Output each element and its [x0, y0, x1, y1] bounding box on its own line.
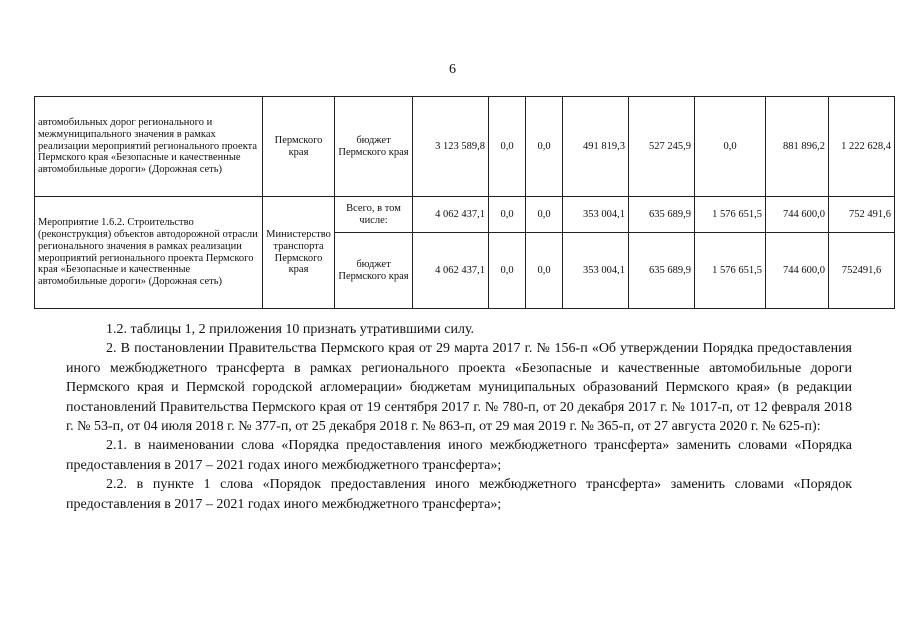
table-cell-value: 4 062 437,1 [413, 233, 489, 309]
body-text [66, 320, 852, 514]
budget-table [34, 96, 895, 309]
table-row [35, 197, 895, 233]
table-cell-source: бюджет Пермского края [335, 233, 413, 309]
table-cell-value: 752 491,6 [829, 197, 895, 233]
table-cell-description: автомобильных дорог регионального и межмуниципального значения в рамках реализации мероприятий регионального проекта Пермского края «Безопасные и качественные автомобильные дороги» (Дорожная сеть) [35, 97, 263, 197]
paragraph: 1.2. таблицы 1, 2 приложения 10 признать утратившими силу. [106, 322, 475, 337]
table-cell-source: бюджет Пермского края [335, 97, 413, 197]
table-cell-value: 353 004,1 [563, 233, 629, 309]
table-cell-value: 752491,6 [829, 233, 895, 309]
table-cell-value: 0,0 [526, 197, 563, 233]
table-cell-value: 0,0 [489, 197, 526, 233]
table-cell-value: 0,0 [526, 97, 563, 197]
table-cell-value: 1 576 651,5 [695, 197, 766, 233]
table-cell-value: 4 062 437,1 [413, 197, 489, 233]
table-cell-value: 635 689,9 [629, 197, 695, 233]
table-cell-source: Всего, в том числе: [335, 197, 413, 233]
table-cell-value: 527 245,9 [629, 97, 695, 197]
table-cell-responsible: Пермского края [263, 97, 335, 197]
table-cell-value: 1 222 628,4 [829, 97, 895, 197]
table-cell-description: Мероприятие 1.6.2. Строительство (реконструкция) объектов автодорожной отрасли регионального значения в рамках реализации мероприятий регионального проекта Пермского края «Безопасные и качественные автомобильные дороги» (Дорожная сеть) [35, 197, 263, 309]
paragraph: 2.1. в наименовании слова «Порядка предоставления иного межбюджетного трансферта» заменить словами «Порядка предоставления в 2017 – 2021 годах иного межбюджетного трансферта»; [66, 438, 852, 473]
table-cell-value: 1 576 651,5 [695, 233, 766, 309]
table-cell-value: 3 123 589,8 [413, 97, 489, 197]
table-cell-value: 0,0 [489, 233, 526, 309]
table-cell-value: 353 004,1 [563, 197, 629, 233]
table-cell-value: 744 600,0 [766, 197, 829, 233]
table-cell-value: 0,0 [489, 97, 526, 197]
paragraph: 2.2. в пункте 1 слова «Порядок предоставления иного межбюджетного трансферта» заменить словами «Порядок предоставления в 2017 – 2021 годах иного межбюджетного трансферта»; [66, 477, 852, 512]
table-cell-value: 744 600,0 [766, 233, 829, 309]
table-cell-responsible: Министерство транспорта Пермского края [263, 197, 335, 309]
page-number: 6 [449, 62, 456, 77]
table-row [35, 97, 895, 197]
table-cell-value: 0,0 [526, 233, 563, 309]
table-cell-value: 881 896,2 [766, 97, 829, 197]
table-cell-value: 635 689,9 [629, 233, 695, 309]
table-cell-value: 491 819,3 [563, 97, 629, 197]
paragraph: 2. В постановлении Правительства Пермского края от 29 марта 2017 г. № 156-п «Об утверждении Порядка предоставления иного межбюджетного трансферта в рамках регионального проекта «Безопасные и качественные автомобильные дороги Пермского края и Пермской городской агломерации» бюджетам муниципальных образований Пермского края» (в редакции постановлений Правительства Пермского края от 19 сентября 2017 г. № 780-п, от 20 декабря 2017 г. № 1017-п, от 12 февраля 2018 г. № 53-п, от 04 июля 2018 г. № 377-п, от 25 декабря 2018 г. № 863-п, от 29 мая 2019 г. № 365-п, от 27 августа 2020 г. № 625-п): [66, 341, 852, 435]
table-cell-value: 0,0 [695, 97, 766, 197]
